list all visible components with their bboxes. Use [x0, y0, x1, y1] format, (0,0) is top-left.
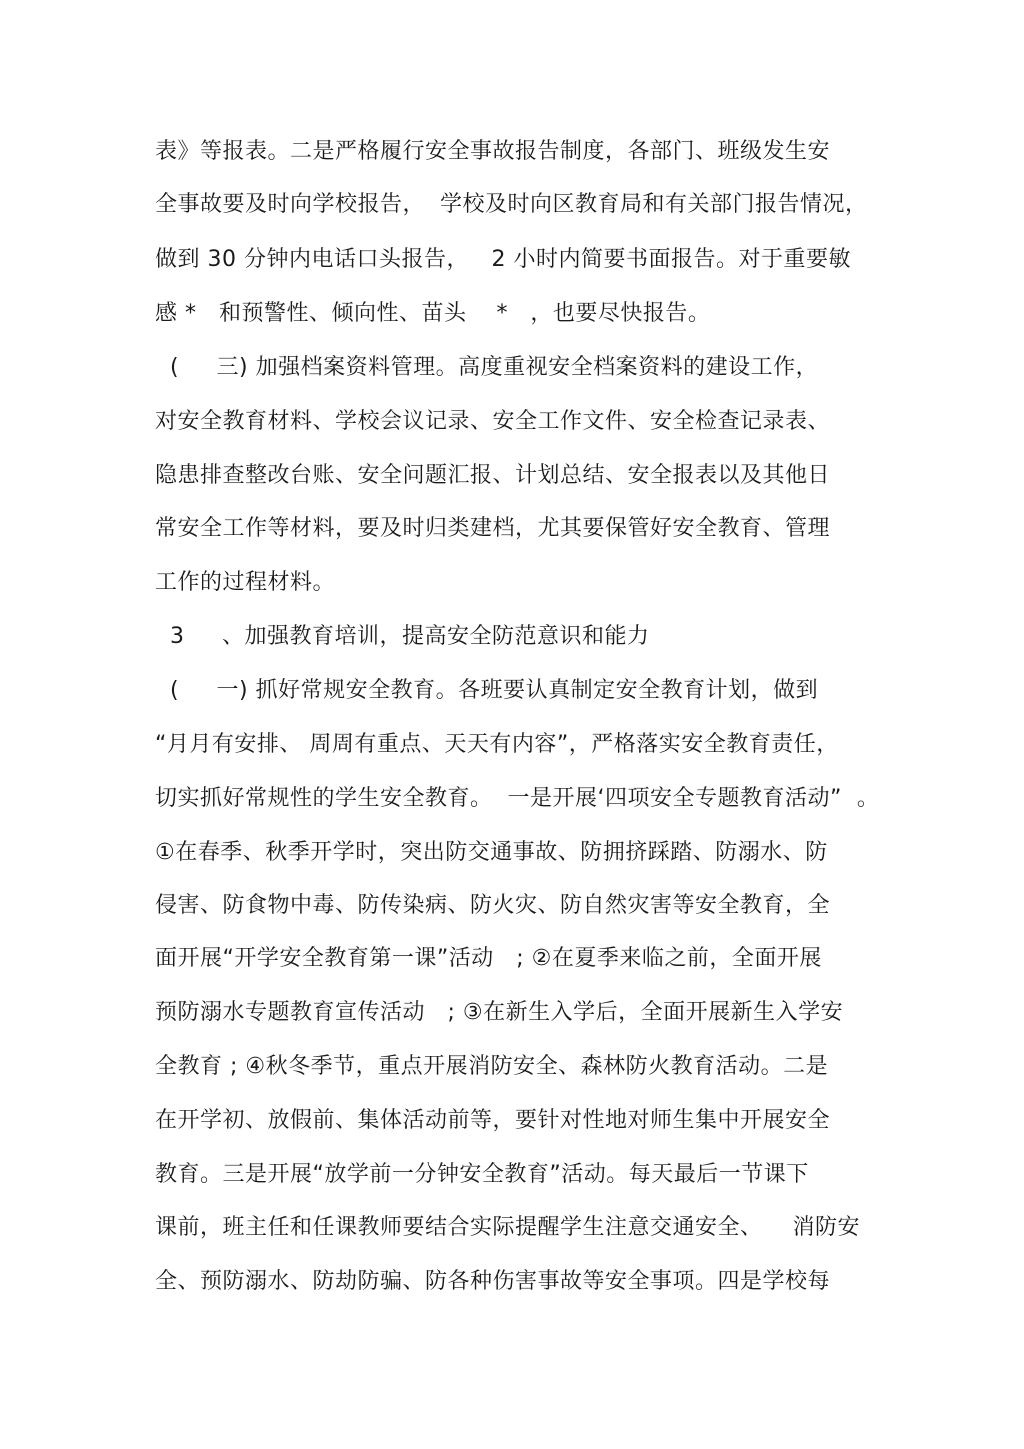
text-line: 课前，班主任和任课教师要结合实际提醒学生注意交通安全、 消防安	[155, 1215, 860, 1240]
text-line: 在开学初、放假前、集体活动前等，要针对性地对师生集中开展安全	[155, 1108, 831, 1133]
section-heading: ( 三) 加强档案资料管理。高度重视安全档案资料的建设工作，	[155, 355, 819, 380]
text-line: 表》等报表。二是严格履行安全事故报告制度，各部门、班级发生安	[155, 139, 831, 164]
text-line: 感 * 和预警性、倾向性、苗头 * ，也要尽快报告。	[155, 301, 711, 326]
text-line: ①在春季、秋季开学时，突出防交通事故、防拥挤踩踏、防溺水、防	[155, 840, 828, 865]
text-line: 全事故要及时向学校报告， 学校及时向区教育局和有关部门报告情况，	[155, 192, 868, 217]
text-line: 工作的过程材料。	[155, 570, 336, 595]
text-line: 全、预防溺水、防劫防骗、防各种伤害事故等安全事项。四是学校每	[155, 1269, 831, 1294]
text-line: 对安全教育材料、学校会议记录、安全工作文件、安全检查记录表、	[155, 409, 831, 434]
text-line: 隐患排查整改台账、安全问题汇报、计划总结、安全报表以及其他日	[155, 463, 831, 488]
section-heading: 3 、加强教育培训，提高安全防范意识和能力	[155, 624, 650, 649]
text-line: 常安全工作等材料，要及时归类建档，尤其要保管好安全教育、管理	[155, 516, 831, 541]
text-line: “月月有安排、 周周有重点、天天有内容”，严格落实安全教育责任，	[155, 732, 839, 757]
section-heading: ( 一) 抓好常规安全教育。各班要认真制定安全教育计划，做到	[155, 678, 819, 703]
text-line: 全教育 ; ④秋冬季节，重点开展消防安全、森林防火教育活动。二是	[155, 1054, 829, 1079]
text-line: 预防溺水专题教育宣传活动 ; ③在新生入学后，全面开展新生入学安	[155, 1000, 844, 1025]
text-line: 切实抓好常规性的学生安全教育。 一是开展‘四项安全专题教育活动” 。	[155, 786, 880, 811]
text-line: 侵害、防食物中毒、防传染病、防火灾、防自然灾害等安全教育，全	[155, 893, 831, 918]
text-line: 教育。三是开展“放学前一分钟安全教育”活动。每天最后一节课下	[155, 1162, 809, 1187]
text-line: 做到 30 分钟内电话口头报告， 2 小时内简要书面报告。对于重要敏	[155, 247, 851, 272]
text-line: 面开展“开学安全教育第一课”活动 ; ②在夏季来临之前，全面开展	[155, 946, 822, 971]
